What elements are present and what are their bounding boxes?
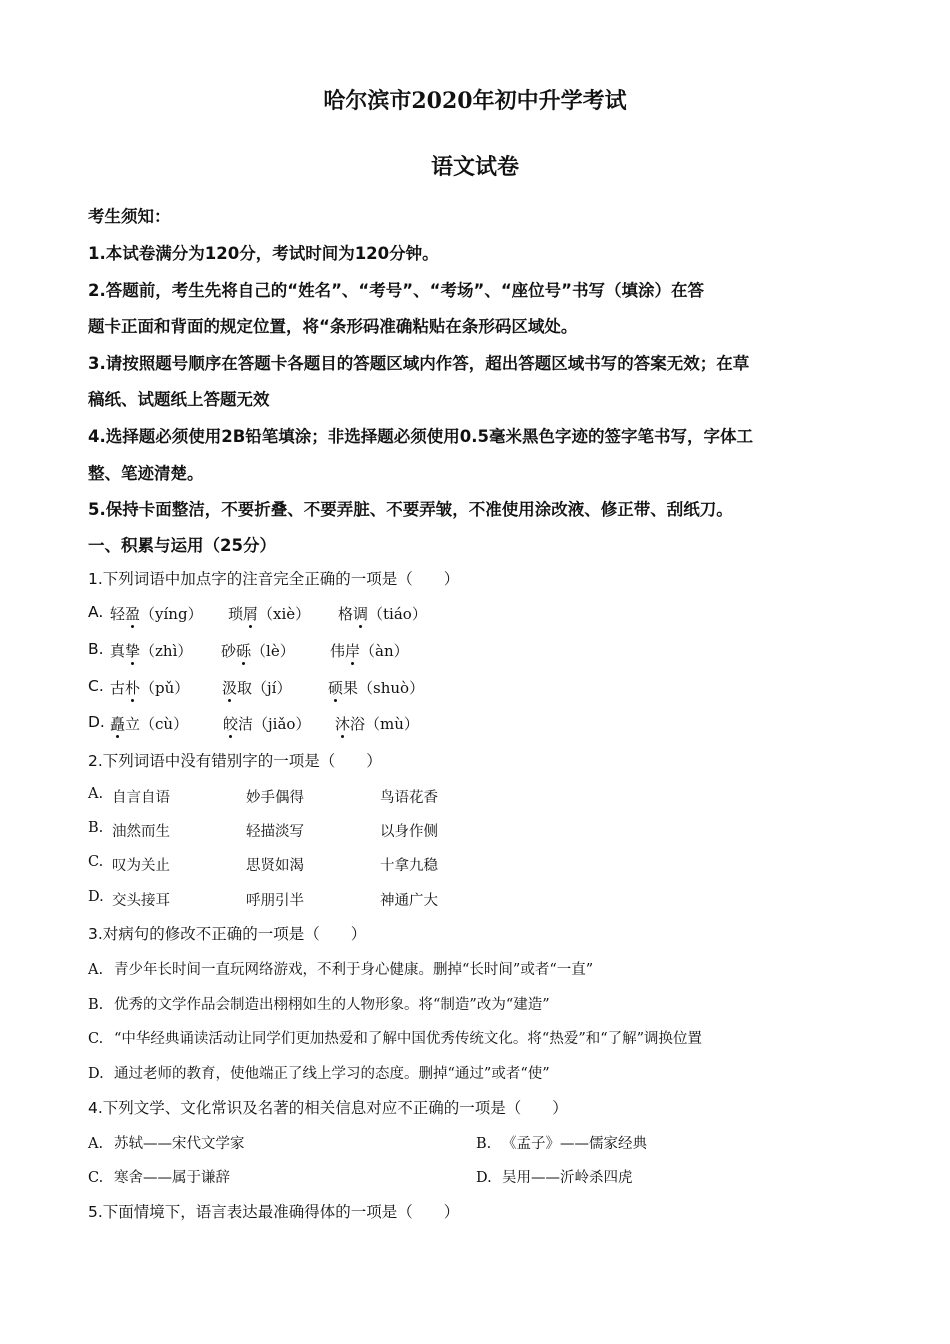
- option-label: B.: [88, 820, 104, 836]
- question-number: 3.: [88, 925, 103, 943]
- question-number: 2.: [88, 752, 103, 770]
- option-word: 以身作侧: [380, 824, 438, 840]
- option-word: 汲取（jí）: [222, 679, 292, 697]
- q1-option-c: [88, 677, 508, 695]
- option-label: B.: [88, 640, 104, 658]
- option-text: 《孟子》——儒家经典: [502, 1136, 647, 1152]
- section-heading: 一、积累与运用（25分）: [88, 536, 276, 555]
- question-stem: 下列词语中没有错别字的一项是（ ）: [102, 752, 382, 770]
- notice-item: 整、笔迹清楚。: [88, 464, 204, 483]
- option-word: 妙手偶得: [246, 790, 304, 806]
- question-stem: 对病句的修改不正确的一项是（ ）: [102, 925, 367, 943]
- question-2: [88, 749, 382, 771]
- exam-title: 哈尔滨市2020年初中升学考试: [323, 88, 627, 114]
- option-word: 真挚（zhì）: [110, 642, 193, 660]
- notice-item: 2.答题前，考生先将自己的“姓名”、“考号”、“考场”、“座位号”书写（填涂）在答: [88, 281, 705, 300]
- option-label: A.: [88, 786, 104, 802]
- q3-option-b: [88, 993, 550, 1014]
- option-word: 轻描淡写: [246, 824, 304, 840]
- option-word: 格调（tiáo）: [338, 605, 427, 623]
- q1-option-b: [88, 640, 508, 658]
- option-word: 沐浴（mù）: [335, 715, 419, 733]
- option-text: 苏轼——宋代文学家: [114, 1136, 245, 1152]
- option-word: 砂砾（lè）: [221, 642, 295, 660]
- q1-option-d: [88, 713, 508, 731]
- option-label: C.: [88, 677, 104, 695]
- notice-item: 4.选择题必须使用2B铅笔填涂；非选择题必须使用0.5毫米黑色字迹的签字笔书写，字体工: [88, 427, 754, 446]
- notice-heading: 考生须知：: [88, 207, 171, 226]
- option-label: C.: [88, 1031, 104, 1047]
- option-word: 呼朋引半: [246, 893, 304, 909]
- question-5: [88, 1200, 459, 1222]
- option-word: 琐屑（xiè）: [228, 605, 311, 623]
- question-number: 1.: [88, 570, 103, 588]
- notice-item: 题卡正面和背面的规定位置，将“条形码准确粘贴在条形码区域处。: [88, 317, 578, 336]
- option-text: 优秀的文学作品会制造出栩栩如生的人物形象。将“制造”改为“建造”: [114, 997, 550, 1013]
- q3-option-a: [88, 958, 593, 979]
- option-word: 油然而生: [112, 824, 170, 840]
- option-label: A.: [88, 1136, 104, 1152]
- option-word: 矗立（cù）: [110, 715, 189, 733]
- q3-option-d: [88, 1062, 550, 1083]
- option-word: 古朴（pǔ）: [110, 679, 190, 697]
- q1-option-a: [88, 603, 508, 621]
- question-number: 5.: [88, 1203, 103, 1221]
- question-stem: 下列文学、文化常识及名著的相关信息对应不正确的一项是（ ）: [102, 1099, 568, 1117]
- option-label: A.: [88, 962, 104, 978]
- option-word: 思贤如渴: [246, 858, 304, 874]
- option-word: 轻盈（yíng）: [110, 605, 203, 623]
- notice-item: 3.请按照题号顺序在答题卡各题目的答题区域内作答，超出答题区域书写的答案无效；在草: [88, 354, 750, 373]
- option-text: 青少年长时间一直玩网络游戏，不利于身心健康。删掉“长时间”或者“一直”: [114, 962, 594, 978]
- question-3: [88, 922, 366, 944]
- question-4: [88, 1096, 568, 1118]
- option-text: 吴用——沂岭杀四虎: [502, 1170, 633, 1186]
- option-text: “中华经典诵读活动让同学们更加热爱和了解中国优秀传统文化。将“热爱”和“了解”调换位置: [114, 1031, 703, 1047]
- q4-option-b: [476, 1132, 647, 1153]
- q4-option-d: [476, 1166, 633, 1187]
- notice-item: 5.保持卡面整洁，不要折叠、不要弄脏、不要弄皱，不准使用涂改液、修正带、刮纸刀。: [88, 500, 733, 519]
- option-word: 皎洁（jiǎo）: [223, 715, 311, 733]
- option-word: 十拿九稳: [380, 858, 438, 874]
- q3-option-c: [88, 1027, 702, 1048]
- exam-subtitle: 语文试卷: [430, 154, 519, 180]
- option-word: 硕果（shuò）: [328, 679, 425, 697]
- option-label: B.: [88, 997, 104, 1013]
- option-label: D.: [88, 1066, 104, 1082]
- option-word: 叹为关止: [112, 858, 170, 874]
- q4-option-c: [88, 1166, 230, 1187]
- question-stem: 下列词语中加点字的注音完全正确的一项是（ ）: [102, 570, 460, 588]
- question-number: 4.: [88, 1099, 103, 1117]
- option-label: C.: [88, 854, 104, 870]
- option-label: D.: [476, 1170, 492, 1186]
- option-word: 鸟语花香: [380, 790, 438, 806]
- option-word: 交头接耳: [112, 893, 170, 909]
- option-text: 寒舍——属于谦辞: [114, 1170, 230, 1186]
- notice-item: 1.本试卷满分为120分，考试时间为120分钟。: [88, 244, 439, 263]
- q4-option-a: [88, 1132, 245, 1153]
- option-label: A.: [88, 603, 104, 621]
- option-label: B.: [476, 1136, 492, 1152]
- option-label: D.: [88, 713, 105, 731]
- option-label: C.: [88, 1170, 104, 1186]
- question-stem: 下面情境下，语言表达最准确得体的一项是（ ）: [102, 1203, 460, 1221]
- question-1: [88, 567, 459, 589]
- option-word: 自言自语: [112, 790, 170, 806]
- option-label: D.: [88, 889, 104, 905]
- option-word: 伟岸（àn）: [330, 642, 409, 660]
- notice-item: 稿纸、试题纸上答题无效: [88, 390, 270, 409]
- option-text: 通过老师的教育，使他端正了线上学习的态度。删掉“通过”或者“使”: [114, 1066, 550, 1082]
- option-word: 神通广大: [380, 893, 438, 909]
